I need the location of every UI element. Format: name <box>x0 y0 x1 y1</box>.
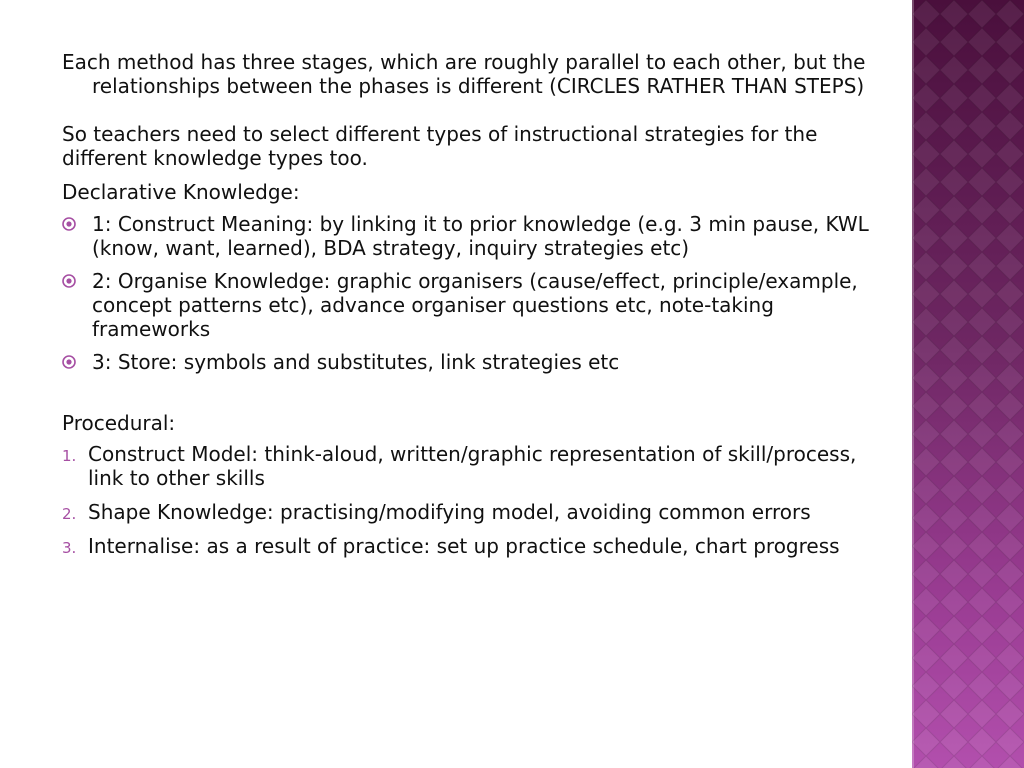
declarative-item <box>62 350 882 374</box>
list-number: 2. <box>62 505 77 523</box>
section-spacer <box>62 383 882 411</box>
diamond-pattern <box>912 0 1024 768</box>
procedural-item <box>62 534 882 558</box>
procedural-item-text: Internalise: as a result of practice: set up practice schedule, chart progress <box>88 534 840 558</box>
declarative-item <box>62 212 882 260</box>
declarative-item-text: 3: Store: symbols and substitutes, link strategies etc <box>92 350 620 374</box>
procedural-heading: Procedural: <box>62 411 176 435</box>
procedural-item-text: Shape Knowledge: practising/modifying model, avoiding common errors <box>88 500 811 524</box>
circle-dot-icon <box>62 217 76 231</box>
declarative-list <box>62 212 882 374</box>
decorative-sidebar <box>912 0 1024 768</box>
teachers-paragraph: So teachers need to select different types of instructional strategies for the different knowledge types too. <box>62 122 818 170</box>
declarative-item <box>62 269 882 341</box>
procedural-list <box>62 442 882 558</box>
declarative-heading: Declarative Knowledge: <box>62 180 300 204</box>
declarative-item-text: 1: Construct Meaning: by linking it to prior knowledge (e.g. 3 min pause, KWL (know, want, learned), BDA strategy, inquiry strategies etc) <box>92 212 869 260</box>
procedural-item <box>62 500 882 524</box>
list-number: 1. <box>62 447 77 465</box>
slide-content <box>62 50 882 568</box>
circle-dot-icon <box>62 274 76 288</box>
procedural-item <box>62 442 882 490</box>
circle-dot-icon <box>62 355 76 369</box>
intro-paragraph: Each method has three stages, which are roughly parallel to each other, but the relationships between the phases is different (CIRCLES RATHER THAN STEPS) <box>62 50 866 98</box>
declarative-item-text: 2: Organise Knowledge: graphic organisers (cause/effect, principle/example, concept patterns etc), advance organiser questions etc, note-taking frameworks <box>92 269 858 341</box>
list-number: 3. <box>62 539 77 557</box>
procedural-item-text: Construct Model: think-aloud, written/graphic representation of skill/process, link to other skills <box>88 442 857 490</box>
